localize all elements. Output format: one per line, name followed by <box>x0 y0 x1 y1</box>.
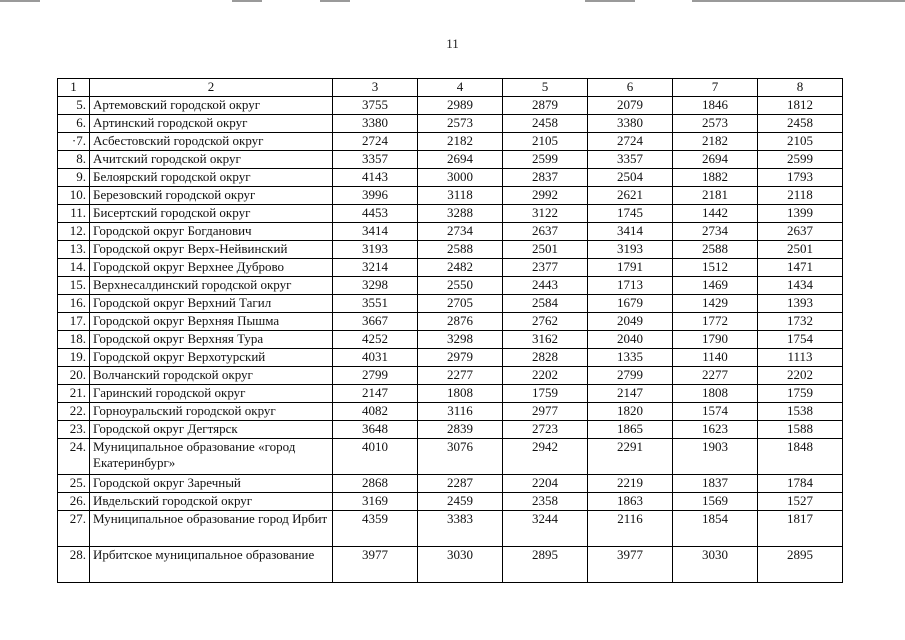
table-row <box>58 277 843 295</box>
value-cell: 2147 <box>588 385 673 403</box>
value-cell: 1754 <box>758 331 843 349</box>
row-number: 24. <box>58 439 90 475</box>
top-edge-line <box>692 0 905 2</box>
value-cell: 1434 <box>758 277 843 295</box>
value-cell: 3755 <box>333 97 418 115</box>
municipality-name: Артемовский городской округ <box>90 97 333 115</box>
value-cell: 1538 <box>758 403 843 421</box>
row-number: 8. <box>58 151 90 169</box>
value-cell: 1512 <box>673 259 758 277</box>
value-cell: 2734 <box>673 223 758 241</box>
municipality-name: Гаринский городской округ <box>90 385 333 403</box>
row-number: 13. <box>58 241 90 259</box>
municipality-name: Белоярский городской округ <box>90 169 333 187</box>
value-cell: 2895 <box>758 547 843 583</box>
value-cell: 1772 <box>673 313 758 331</box>
top-edge-line <box>320 0 350 2</box>
value-cell: 1759 <box>758 385 843 403</box>
row-number: 14. <box>58 259 90 277</box>
row-number: 21. <box>58 385 90 403</box>
value-cell: 3030 <box>418 547 503 583</box>
value-cell: 2895 <box>503 547 588 583</box>
municipality-name: Городской округ Дегтярск <box>90 421 333 439</box>
column-number: 7 <box>673 79 758 97</box>
row-number: 25. <box>58 475 90 493</box>
table-row <box>58 313 843 331</box>
value-cell: 2118 <box>758 187 843 205</box>
table-row <box>58 169 843 187</box>
municipality-name: Верхнесалдинский городской округ <box>90 277 333 295</box>
value-cell: 1140 <box>673 349 758 367</box>
top-edge-line <box>0 0 40 2</box>
value-cell: 1527 <box>758 493 843 511</box>
value-cell: 2287 <box>418 475 503 493</box>
value-cell: 2202 <box>503 367 588 385</box>
row-number: 18. <box>58 331 90 349</box>
row-number: 5. <box>58 97 90 115</box>
row-number: 16. <box>58 295 90 313</box>
value-cell: 2501 <box>758 241 843 259</box>
value-cell: 4252 <box>333 331 418 349</box>
value-cell: 1569 <box>673 493 758 511</box>
value-cell: 3357 <box>588 151 673 169</box>
value-cell: 3169 <box>333 493 418 511</box>
row-number: ·7. <box>58 133 90 151</box>
value-cell: 4359 <box>333 511 418 547</box>
municipality-name: Городской округ Верхняя Пышма <box>90 313 333 331</box>
value-cell: 2942 <box>503 439 588 475</box>
value-cell: 3298 <box>418 331 503 349</box>
municipality-name: Городской округ Богданович <box>90 223 333 241</box>
value-cell: 2588 <box>673 241 758 259</box>
row-number: 11. <box>58 205 90 223</box>
value-cell: 2573 <box>418 115 503 133</box>
value-cell: 2599 <box>503 151 588 169</box>
data-table <box>57 78 843 583</box>
municipality-name: Городской округ Верх-Нейвинский <box>90 241 333 259</box>
value-cell: 2147 <box>333 385 418 403</box>
table-row <box>58 403 843 421</box>
value-cell: 3193 <box>333 241 418 259</box>
table-row <box>58 151 843 169</box>
value-cell: 2443 <box>503 277 588 295</box>
value-cell: 2723 <box>503 421 588 439</box>
table-row <box>58 385 843 403</box>
column-number: 2 <box>90 79 333 97</box>
value-cell: 3996 <box>333 187 418 205</box>
value-cell: 3116 <box>418 403 503 421</box>
value-cell: 1863 <box>588 493 673 511</box>
value-cell: 2588 <box>418 241 503 259</box>
municipality-name: Городской округ Верхняя Тура <box>90 331 333 349</box>
row-number: 19. <box>58 349 90 367</box>
table-row <box>58 205 843 223</box>
row-number: 15. <box>58 277 90 295</box>
value-cell: 2277 <box>418 367 503 385</box>
value-cell: 2734 <box>418 223 503 241</box>
value-cell: 2637 <box>503 223 588 241</box>
value-cell: 1837 <box>673 475 758 493</box>
table-row <box>58 475 843 493</box>
row-number: 10. <box>58 187 90 205</box>
value-cell: 2799 <box>333 367 418 385</box>
value-cell: 2377 <box>503 259 588 277</box>
value-cell: 1791 <box>588 259 673 277</box>
value-cell: 1713 <box>588 277 673 295</box>
value-cell: 2828 <box>503 349 588 367</box>
value-cell: 3383 <box>418 511 503 547</box>
value-cell: 3214 <box>333 259 418 277</box>
value-cell: 2584 <box>503 295 588 313</box>
value-cell: 1817 <box>758 511 843 547</box>
value-cell: 1113 <box>758 349 843 367</box>
value-cell: 2724 <box>588 133 673 151</box>
table-row <box>58 511 843 547</box>
value-cell: 3118 <box>418 187 503 205</box>
value-cell: 3977 <box>588 547 673 583</box>
value-cell: 3667 <box>333 313 418 331</box>
value-cell: 1903 <box>673 439 758 475</box>
page-number: 11 <box>446 36 459 51</box>
value-cell: 1784 <box>758 475 843 493</box>
value-cell: 1808 <box>673 385 758 403</box>
row-number: 26. <box>58 493 90 511</box>
municipality-name: Ирбитское муниципальное образование <box>90 547 333 583</box>
value-cell: 1745 <box>588 205 673 223</box>
value-cell: 1679 <box>588 295 673 313</box>
value-cell: 2182 <box>418 133 503 151</box>
value-cell: 1790 <box>673 331 758 349</box>
column-number-row <box>58 79 843 97</box>
row-number: 23. <box>58 421 90 439</box>
value-cell: 3122 <box>503 205 588 223</box>
value-cell: 3551 <box>333 295 418 313</box>
value-cell: 2458 <box>758 115 843 133</box>
value-cell: 1820 <box>588 403 673 421</box>
value-cell: 4143 <box>333 169 418 187</box>
value-cell: 2694 <box>673 151 758 169</box>
value-cell: 2979 <box>418 349 503 367</box>
value-cell: 2573 <box>673 115 758 133</box>
value-cell: 2079 <box>588 97 673 115</box>
value-cell: 3193 <box>588 241 673 259</box>
top-edge-line <box>585 0 635 2</box>
municipality-name: Волчанский городской округ <box>90 367 333 385</box>
value-cell: 2550 <box>418 277 503 295</box>
value-cell: 2868 <box>333 475 418 493</box>
municipality-name: Муниципальное образование «город Екатеринбург» <box>90 439 333 475</box>
value-cell: 4082 <box>333 403 418 421</box>
value-cell: 1574 <box>673 403 758 421</box>
value-cell: 2219 <box>588 475 673 493</box>
table-row <box>58 241 843 259</box>
value-cell: 2049 <box>588 313 673 331</box>
value-cell: 4031 <box>333 349 418 367</box>
value-cell: 2459 <box>418 493 503 511</box>
value-cell: 3380 <box>333 115 418 133</box>
value-cell: 3357 <box>333 151 418 169</box>
municipality-name: Городской округ Верхотурский <box>90 349 333 367</box>
value-cell: 3288 <box>418 205 503 223</box>
column-number: 5 <box>503 79 588 97</box>
table-row <box>58 295 843 313</box>
table-body <box>58 79 843 583</box>
value-cell: 1623 <box>673 421 758 439</box>
value-cell: 1588 <box>758 421 843 439</box>
value-cell: 2181 <box>673 187 758 205</box>
table-row <box>58 223 843 241</box>
municipality-name: Горноуральский городской округ <box>90 403 333 421</box>
value-cell: 2977 <box>503 403 588 421</box>
value-cell: 2599 <box>758 151 843 169</box>
value-cell: 2992 <box>503 187 588 205</box>
row-number: 9. <box>58 169 90 187</box>
municipality-name: Артинский городской округ <box>90 115 333 133</box>
value-cell: 2799 <box>588 367 673 385</box>
value-cell: 2291 <box>588 439 673 475</box>
municipality-name: Городской округ Заречный <box>90 475 333 493</box>
table-row <box>58 331 843 349</box>
value-cell: 3076 <box>418 439 503 475</box>
value-cell: 2277 <box>673 367 758 385</box>
column-number: 3 <box>333 79 418 97</box>
value-cell: 1812 <box>758 97 843 115</box>
value-cell: 2105 <box>758 133 843 151</box>
value-cell: 1442 <box>673 205 758 223</box>
column-number: 4 <box>418 79 503 97</box>
municipality-name: Ачитский городской округ <box>90 151 333 169</box>
row-number: 27. <box>58 511 90 547</box>
value-cell: 3380 <box>588 115 673 133</box>
value-cell: 1759 <box>503 385 588 403</box>
value-cell: 2501 <box>503 241 588 259</box>
value-cell: 2621 <box>588 187 673 205</box>
value-cell: 1882 <box>673 169 758 187</box>
value-cell: 2762 <box>503 313 588 331</box>
value-cell: 2876 <box>418 313 503 331</box>
value-cell: 3414 <box>333 223 418 241</box>
row-number: 6. <box>58 115 90 133</box>
table-row <box>58 439 843 475</box>
value-cell: 2105 <box>503 133 588 151</box>
value-cell: 3030 <box>673 547 758 583</box>
value-cell: 2482 <box>418 259 503 277</box>
top-edge-line <box>232 0 262 2</box>
value-cell: 2637 <box>758 223 843 241</box>
value-cell: 1471 <box>758 259 843 277</box>
value-cell: 1846 <box>673 97 758 115</box>
row-number: 28. <box>58 547 90 583</box>
table-row <box>58 115 843 133</box>
column-number: 1 <box>58 79 90 97</box>
value-cell: 2182 <box>673 133 758 151</box>
column-number: 6 <box>588 79 673 97</box>
municipality-name: Городской округ Верхний Тагил <box>90 295 333 313</box>
value-cell: 1848 <box>758 439 843 475</box>
value-cell: 2724 <box>333 133 418 151</box>
row-number: 17. <box>58 313 90 331</box>
value-cell: 3162 <box>503 331 588 349</box>
value-cell: 1429 <box>673 295 758 313</box>
table-row <box>58 421 843 439</box>
value-cell: 1793 <box>758 169 843 187</box>
value-cell: 3298 <box>333 277 418 295</box>
column-number: 8 <box>758 79 843 97</box>
value-cell: 2879 <box>503 97 588 115</box>
table-row <box>58 349 843 367</box>
value-cell: 1469 <box>673 277 758 295</box>
value-cell: 2202 <box>758 367 843 385</box>
row-number: 20. <box>58 367 90 385</box>
value-cell: 2694 <box>418 151 503 169</box>
value-cell: 1399 <box>758 205 843 223</box>
value-cell: 1732 <box>758 313 843 331</box>
value-cell: 2989 <box>418 97 503 115</box>
municipality-name: Муниципальное образование город Ирбит <box>90 511 333 547</box>
table-row <box>58 97 843 115</box>
municipality-name: Асбестовский городской округ <box>90 133 333 151</box>
value-cell: 2705 <box>418 295 503 313</box>
municipality-name: Бисертский городской округ <box>90 205 333 223</box>
value-cell: 3000 <box>418 169 503 187</box>
table-row <box>58 133 843 151</box>
value-cell: 1808 <box>418 385 503 403</box>
table-row <box>58 367 843 385</box>
value-cell: 3648 <box>333 421 418 439</box>
row-number: 12. <box>58 223 90 241</box>
value-cell: 2040 <box>588 331 673 349</box>
value-cell: 1335 <box>588 349 673 367</box>
value-cell: 3414 <box>588 223 673 241</box>
value-cell: 1865 <box>588 421 673 439</box>
value-cell: 3244 <box>503 511 588 547</box>
table-row <box>58 259 843 277</box>
row-number: 22. <box>58 403 90 421</box>
value-cell: 2116 <box>588 511 673 547</box>
table-row <box>58 547 843 583</box>
value-cell: 2204 <box>503 475 588 493</box>
value-cell: 2458 <box>503 115 588 133</box>
municipality-name: Ивдельский городской округ <box>90 493 333 511</box>
value-cell: 2358 <box>503 493 588 511</box>
value-cell: 2504 <box>588 169 673 187</box>
value-cell: 3977 <box>333 547 418 583</box>
municipality-name: Городской округ Верхнее Дуброво <box>90 259 333 277</box>
value-cell: 4453 <box>333 205 418 223</box>
value-cell: 4010 <box>333 439 418 475</box>
value-cell: 2839 <box>418 421 503 439</box>
value-cell: 1854 <box>673 511 758 547</box>
table-row <box>58 493 843 511</box>
municipality-name: Березовский городской округ <box>90 187 333 205</box>
table-row <box>58 187 843 205</box>
value-cell: 2837 <box>503 169 588 187</box>
value-cell: 1393 <box>758 295 843 313</box>
